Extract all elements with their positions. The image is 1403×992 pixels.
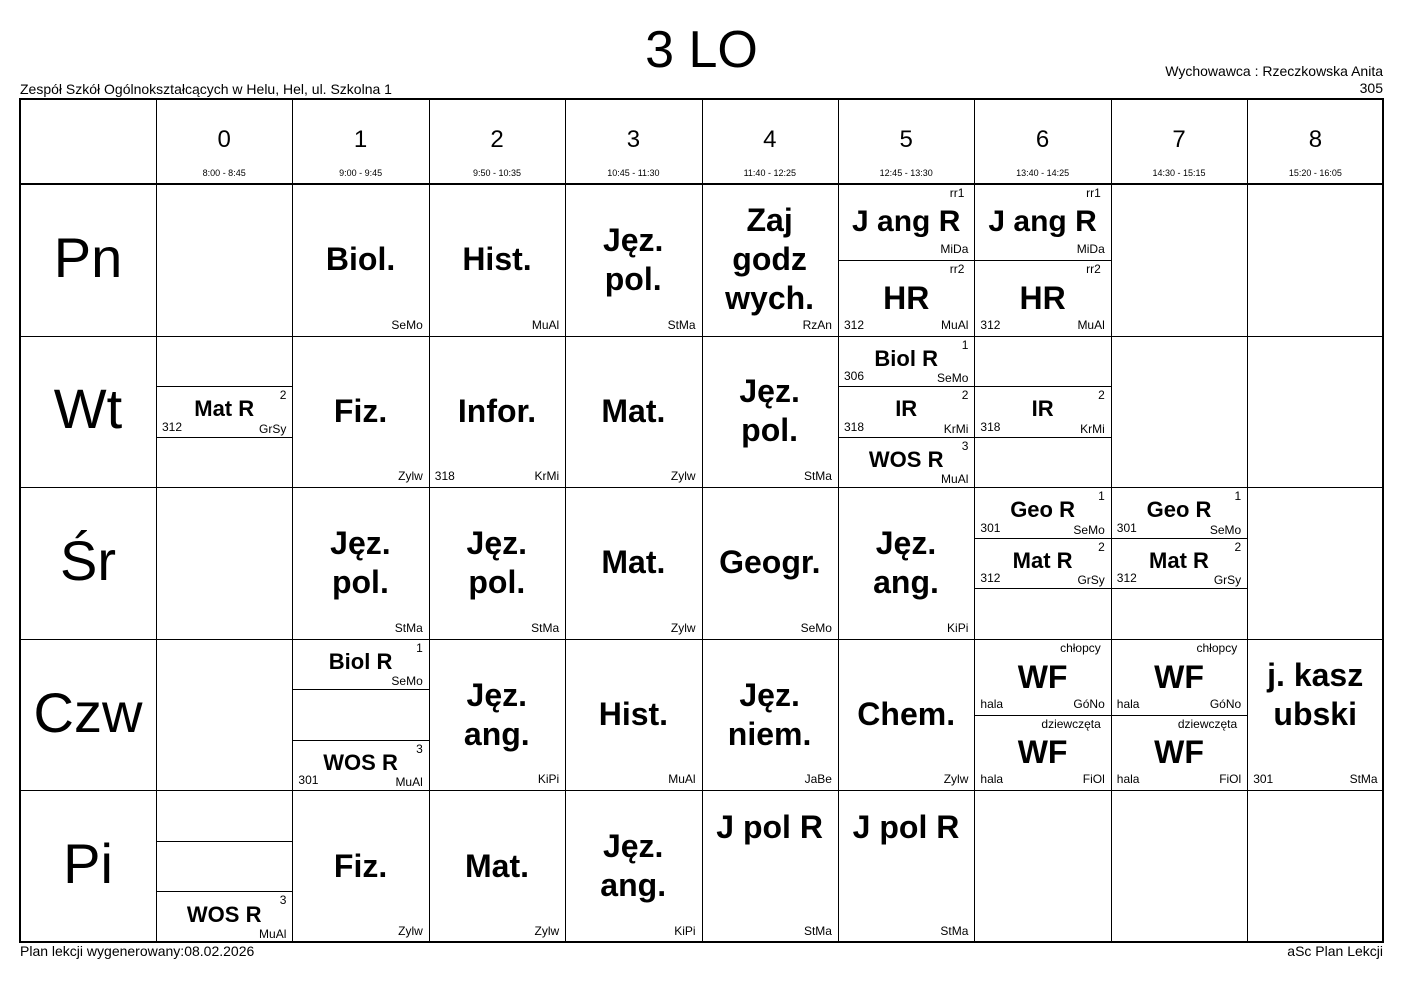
- group-label: 3: [279, 893, 287, 908]
- group-label: 2: [961, 388, 969, 403]
- teacher-code: Zylw: [534, 923, 560, 938]
- teacher-code: MiDa: [940, 241, 969, 256]
- period-time: 9:00 - 9:45: [339, 168, 383, 178]
- cell-subdivider: [156, 437, 292, 438]
- lesson-cell[interactable]: [702, 336, 838, 488]
- teacher-code: MuAl: [1077, 317, 1105, 332]
- room-number: 312: [1116, 571, 1137, 586]
- lesson-cell[interactable]: [429, 487, 565, 639]
- lesson-cell[interactable]: [429, 790, 565, 942]
- teacher-code: GrSy: [259, 421, 287, 436]
- group-label: rr1: [1086, 186, 1101, 200]
- period-time: 8:00 - 8:45: [202, 168, 246, 178]
- lesson-cell[interactable]: [838, 790, 974, 942]
- teacher-code: Zylw: [398, 923, 423, 938]
- teacher-code: Zylw: [943, 772, 969, 787]
- room-number: 306: [844, 369, 865, 384]
- teacher-code: RzAn: [802, 317, 832, 332]
- subject-label: Jęz. niem.: [727, 676, 812, 752]
- lesson-cell[interactable]: [292, 487, 428, 639]
- subject-label: WF: [1154, 658, 1204, 695]
- teacher-code: MuAl: [395, 775, 423, 790]
- period-number: 7: [1172, 126, 1186, 153]
- lesson-cell[interactable]: [974, 538, 1110, 589]
- teacher-code: MuAl: [941, 317, 969, 332]
- lesson-cell[interactable]: [974, 386, 1110, 437]
- teacher-code: MiDa: [1076, 241, 1105, 256]
- subject-label: Mat R: [194, 396, 255, 422]
- lesson-cell[interactable]: [1111, 538, 1247, 589]
- room-number: hala: [1116, 696, 1140, 711]
- lesson-cell[interactable]: [974, 260, 1110, 336]
- period-time: 9:50 - 10:35: [472, 168, 522, 178]
- lesson-cell[interactable]: [565, 790, 701, 942]
- period-time: 11:40 - 12:25: [743, 168, 796, 178]
- period-time: 10:45 - 11:30: [607, 168, 660, 178]
- subject-label: WOS R: [323, 750, 398, 776]
- teacher-code: MuAl: [941, 472, 969, 487]
- teacher-code: StMa: [394, 620, 423, 635]
- lesson-cell[interactable]: [838, 639, 974, 791]
- teacher-code: KrMi: [943, 421, 969, 436]
- teacher-code: KrMi: [534, 469, 560, 484]
- subject-label: Jęz. pol.: [602, 221, 664, 297]
- subject-label: WF: [1017, 734, 1068, 771]
- subject-label: Geo R: [1146, 497, 1212, 523]
- teacher-code: MuAl: [531, 317, 560, 332]
- subject-label: Mat.: [601, 392, 666, 429]
- period-time: 14:30 - 15:15: [1152, 168, 1206, 178]
- generated-date: Plan lekcji wygenerowany:08.02.2026: [20, 943, 255, 959]
- subject-label: J ang R: [988, 204, 1097, 238]
- teacher-code: FiOl: [1219, 772, 1242, 787]
- day-label: Czw: [33, 680, 143, 744]
- teacher-code: StMa: [531, 620, 560, 635]
- lesson-cell[interactable]: [974, 639, 1110, 715]
- period-number: 4: [763, 126, 777, 153]
- subject-label: Mat R: [1149, 547, 1209, 573]
- cell-subdivider: [974, 437, 1110, 438]
- lesson-cell[interactable]: [1111, 715, 1247, 791]
- room-number: 301: [298, 773, 319, 788]
- group-label: rr2: [949, 261, 965, 276]
- subject-label: WOS R: [186, 901, 262, 927]
- teacher-code: StMa: [1349, 772, 1378, 787]
- subject-label: Jęz. pol.: [330, 524, 391, 600]
- day-label: Pn: [53, 225, 123, 289]
- day-label: Wt: [53, 377, 123, 441]
- subject-label: HR: [883, 279, 930, 316]
- lesson-cell[interactable]: [702, 487, 838, 639]
- lesson-cell[interactable]: [565, 487, 701, 639]
- column-divider: [1247, 98, 1248, 943]
- teacher-code: KiPi: [674, 923, 696, 938]
- subject-label: IR: [1031, 396, 1054, 422]
- subject-label: Fiz.: [333, 847, 388, 884]
- teacher-code: SeMo: [1073, 522, 1105, 537]
- period-number: 2: [490, 126, 504, 153]
- period-number: 0: [217, 126, 231, 153]
- group-label: 3: [416, 741, 423, 756]
- column-divider: [156, 98, 157, 943]
- class-teacher: Wychowawca : Rzeczkowska Anita: [1165, 63, 1383, 79]
- period-number: 3: [626, 126, 641, 153]
- subject-label: Jęz. pol.: [739, 373, 800, 449]
- lesson-cell[interactable]: [292, 336, 428, 488]
- period-time: 13:40 - 14:25: [1016, 168, 1070, 178]
- subject-label: Jęz. pol.: [466, 524, 528, 600]
- teacher-code: GrSy: [1213, 573, 1242, 588]
- lesson-cell[interactable]: [292, 740, 428, 791]
- group-label: rr2: [1086, 261, 1101, 276]
- teacher-code: KiPi: [537, 772, 560, 787]
- lesson-cell[interactable]: [565, 184, 701, 336]
- lesson-cell[interactable]: [1111, 639, 1247, 715]
- teacher-code: FiOl: [1082, 772, 1105, 787]
- lesson-cell[interactable]: [702, 184, 838, 336]
- room-number: 312: [980, 571, 1001, 586]
- lesson-cell[interactable]: [429, 184, 565, 336]
- room-number: 301: [1253, 772, 1274, 787]
- day-label: Śr: [60, 529, 116, 592]
- room-number: hala: [1116, 772, 1140, 787]
- subject-label: Biol.: [325, 241, 396, 278]
- teacher-code: SeMo: [800, 620, 832, 635]
- subject-label: j. kasz ubski: [1267, 657, 1364, 733]
- lesson-cell[interactable]: [838, 386, 974, 437]
- teacher-code: Zylw: [670, 620, 696, 635]
- subject-label: Hist.: [598, 696, 669, 733]
- group-label: dziewczęta: [1041, 716, 1101, 731]
- period-number: 6: [1035, 126, 1050, 153]
- group-label: rr1: [949, 186, 965, 200]
- teacher-code: StMa: [667, 317, 696, 332]
- teacher-code: StMa: [803, 923, 832, 938]
- lesson-cell[interactable]: [838, 487, 974, 639]
- subject-label: Chem.: [857, 696, 956, 733]
- room-number: 312: [162, 419, 183, 434]
- group-label: 3: [961, 438, 969, 453]
- school-name: Zespół Szkół Ogólnokształcących w Helu, Hel, ul. Szkolna 1: [20, 81, 392, 97]
- teacher-code: StMa: [940, 923, 969, 938]
- cell-subdivider: [974, 588, 1110, 589]
- group-label: 2: [1234, 539, 1242, 554]
- teacher-code: KrMi: [1080, 421, 1105, 436]
- period-number: 5: [899, 126, 913, 153]
- lesson-cell[interactable]: [702, 639, 838, 791]
- day-label: Pi: [63, 832, 113, 896]
- teacher-code: JaBe: [804, 772, 832, 787]
- group-label: 1: [416, 640, 423, 655]
- lesson-cell[interactable]: [974, 487, 1110, 538]
- lesson-cell[interactable]: [974, 184, 1110, 260]
- teacher-code: SeMo: [1209, 522, 1242, 537]
- lesson-cell[interactable]: [1247, 639, 1383, 791]
- subject-label: HR: [1019, 279, 1066, 316]
- subject-label: J pol R: [716, 808, 823, 845]
- teacher-code: StMa: [803, 469, 832, 484]
- subject-label: Jęz. ang.: [463, 676, 530, 752]
- subject-label: WF: [1154, 734, 1204, 771]
- room-number: 318: [844, 419, 865, 434]
- subject-label: Mat.: [464, 847, 529, 884]
- room-number: 318: [980, 419, 1001, 434]
- teacher-code: SeMo: [391, 317, 423, 332]
- lesson-cell[interactable]: [702, 790, 838, 942]
- subject-label: WF: [1017, 658, 1068, 695]
- lesson-cell[interactable]: [565, 336, 701, 488]
- room-number: 312: [844, 317, 865, 332]
- subject-label: Fiz.: [333, 392, 388, 429]
- lesson-cell[interactable]: [429, 336, 565, 488]
- subject-label: Zaj godz wych.: [725, 202, 815, 317]
- subject-label: Jęz. ang.: [873, 524, 939, 600]
- subject-label: Jęz. ang.: [600, 828, 667, 904]
- group-label: 1: [961, 337, 969, 352]
- subject-label: IR: [895, 396, 918, 422]
- subject-label: J ang R: [852, 204, 961, 238]
- subject-label: Geo R: [1010, 497, 1075, 523]
- lesson-cell[interactable]: [974, 715, 1110, 791]
- room-number: hala: [980, 696, 1004, 711]
- teacher-code: Zylw: [398, 469, 423, 484]
- group-label: 1: [1098, 489, 1105, 504]
- lesson-cell[interactable]: [292, 790, 428, 942]
- subject-label: J pol R: [852, 808, 960, 845]
- group-label: 2: [1098, 539, 1105, 554]
- lesson-cell[interactable]: [565, 639, 701, 791]
- cell-subdivider: [1111, 588, 1247, 589]
- teacher-code: MuAl: [259, 926, 287, 941]
- lesson-cell[interactable]: [838, 336, 974, 387]
- lesson-cell[interactable]: [1111, 487, 1247, 538]
- lesson-cell[interactable]: [838, 184, 974, 260]
- lesson-cell[interactable]: [429, 639, 565, 791]
- room-number: 318: [434, 469, 455, 484]
- cell-subdivider: [292, 689, 428, 690]
- group-label: chłopcy: [1196, 640, 1238, 655]
- class-room: 305: [1359, 80, 1383, 96]
- lesson-cell[interactable]: [292, 639, 428, 690]
- period-time: 15:20 - 16:05: [1288, 168, 1342, 178]
- teacher-code: GrSy: [1077, 573, 1105, 588]
- subject-label: Biol R: [874, 345, 938, 371]
- group-label: dziewczęta: [1177, 716, 1238, 731]
- subject-label: Infor.: [457, 392, 537, 429]
- teacher-code: MuAl: [668, 772, 696, 787]
- subject-label: WOS R: [868, 446, 944, 472]
- lesson-cell[interactable]: [838, 437, 974, 488]
- teacher-code: Zylw: [670, 469, 696, 484]
- group-label: chłopcy: [1060, 640, 1101, 655]
- lesson-cell[interactable]: [156, 891, 292, 942]
- subject-label: Biol R: [328, 649, 393, 675]
- lesson-cell[interactable]: [292, 184, 428, 336]
- teacher-code: GóNo: [1073, 696, 1105, 711]
- period-number: 1: [353, 126, 368, 153]
- app-name: aSc Plan Lekcji: [1287, 943, 1383, 959]
- group-label: 2: [279, 388, 287, 403]
- group-label: 2: [1098, 388, 1105, 403]
- group-label: 1: [1234, 489, 1242, 504]
- period-time: 12:45 - 13:30: [879, 168, 933, 178]
- subject-label: Hist.: [462, 241, 532, 278]
- teacher-code: SeMo: [391, 674, 423, 689]
- subject-label: Mat.: [601, 544, 666, 581]
- lesson-cell[interactable]: [156, 386, 292, 437]
- teacher-code: KiPi: [947, 620, 969, 635]
- room-number: 301: [1116, 520, 1137, 535]
- room-number: 301: [980, 520, 1001, 535]
- subject-label: Geogr.: [719, 544, 821, 581]
- teacher-code: GóNo: [1209, 696, 1242, 711]
- cell-subdivider: [156, 841, 292, 842]
- room-number: 312: [980, 317, 1001, 332]
- subject-label: Mat R: [1012, 547, 1073, 573]
- page-title: 3 LO: [645, 21, 758, 79]
- lesson-cell[interactable]: [838, 260, 974, 336]
- room-number: hala: [980, 772, 1004, 787]
- teacher-code: SeMo: [937, 371, 969, 386]
- period-number: 8: [1308, 126, 1323, 153]
